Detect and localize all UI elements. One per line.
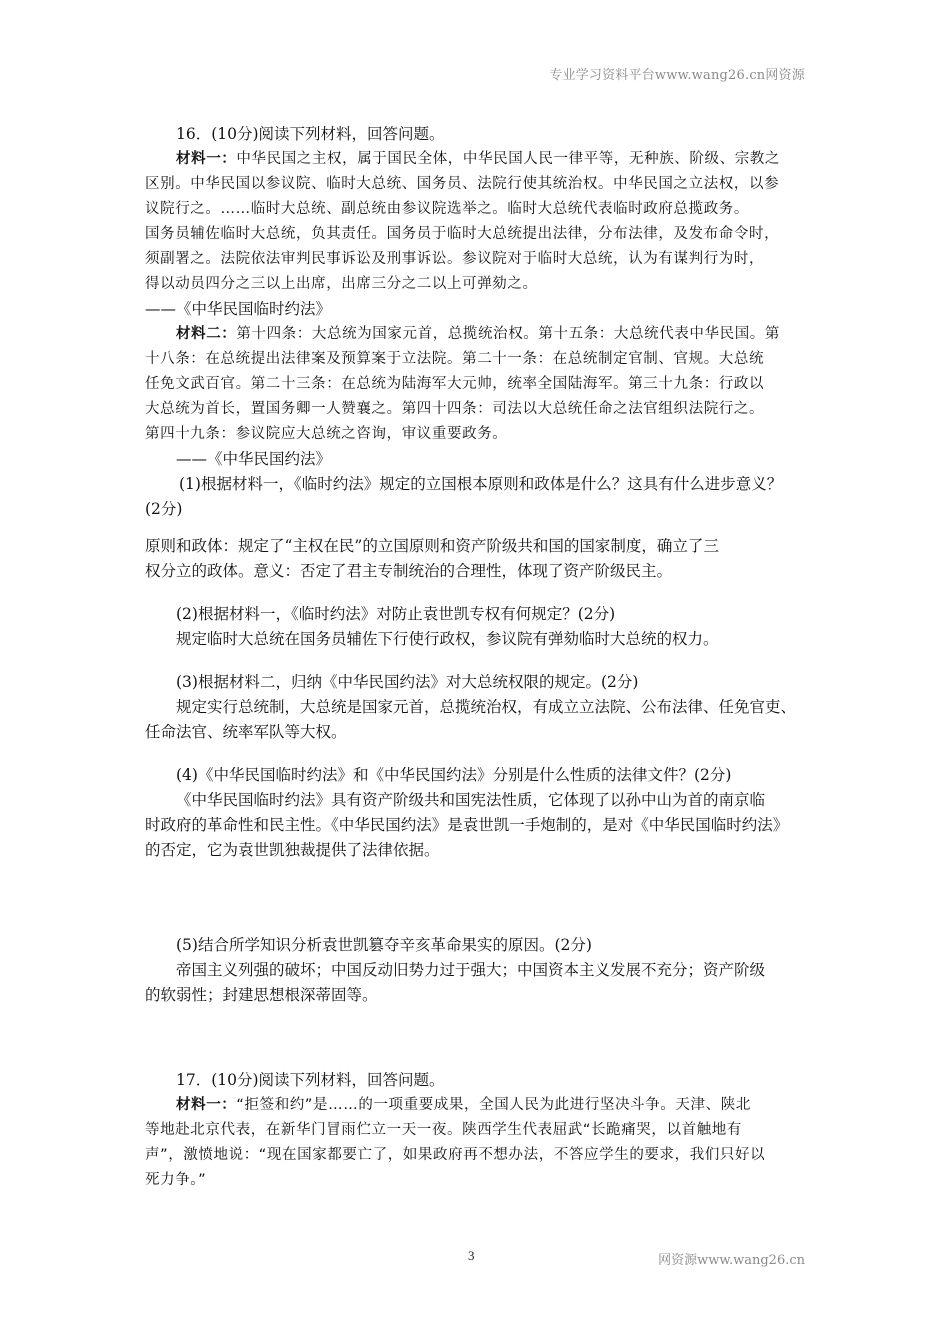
- q16-material1-line: 区别。中华民国以参议院、临时大总统、国务员、法院行使其统治权。中华民国之立法权，以参: [145, 176, 780, 192]
- q16-material1-line: 国务员辅佐临时大总统，负其责任。国务员于临时大总统提出法律，分布法律，及发布命令时，: [145, 226, 780, 242]
- q16-sub3-question: (3)根据材料二，归纳《中华民国约法》对大总统权限的规定。(2分): [176, 673, 639, 691]
- q16-sub3-answer: 任命法官、统率军队等大权。: [145, 723, 347, 741]
- header-watermark: 专业学习资料平台www.wang26.cn网资源: [549, 68, 805, 83]
- q16-sub1-question: (1)根据材料一，《临时约法》规定的立国根本原则和政体是什么？这具有什么进步意义？: [179, 475, 783, 493]
- q17-material1-line: 材料一：“拒签和约”是……的一项重要成果，全国人民为此进行坚决斗争。天津、陕北: [176, 1097, 751, 1113]
- q16-material2-line: 第四十九条：参议院应大总统之咨询，审议重要政务。: [145, 426, 508, 442]
- page-content: [145, 122, 815, 1193]
- material-label: 材料一：: [176, 151, 237, 167]
- q16-sub4-answer: 时政府的革命性和民主性。《中华民国约法》是袁世凯一手炮制的，是对《中华民国临时约法》: [145, 816, 789, 834]
- q16-material2-line: 材料二：第十四条：大总统为国家元首，总揽统治权。第十五条：大总统代表中华民国。第: [176, 326, 781, 342]
- q16-sub2-question: (2)根据材料一，《临时约法》对防止袁世凯专权有何规定？(2分): [176, 605, 616, 623]
- q16-sub2-answer: 规定临时大总统在国务员辅佐下行使行政权，参议院有弹劾临时大总统的权力。: [176, 630, 719, 648]
- q16-sub5-answer: 帝国主义列强的破坏；中国反动旧势力过于强大；中国资本主义发展不充分；资产阶级: [176, 961, 766, 979]
- q16-material1-line: 材料一：中华民国之主权，属于国民全体，中华民国人民一律平等，无种族、阶级、宗教之: [176, 151, 781, 167]
- q16-material2-line: 任免文武百官。第二十三条：在总统为陆海军大元帅，统率全国陆海军。第三十九条：行政以: [145, 376, 765, 392]
- q16-sub1-points: (2分): [145, 500, 183, 518]
- material-label: 材料二：: [176, 326, 237, 342]
- q17-material1-line: 死力争。”: [145, 1172, 207, 1188]
- q16-material2-line: 大总统为首长，置国务卿一人赞襄之。第四十四条：司法以大总统任命之法官组织法院行之。: [145, 401, 765, 417]
- q17-title: 17．(10分)阅读下列材料，回答问题。: [176, 1071, 445, 1089]
- q16-sub5-answer: 的软弱性；封建思想根深蒂固等。: [145, 986, 378, 1004]
- page-number: 3: [468, 1248, 475, 1263]
- q16-sub4-question: (4)《中华民国临时约法》和《中华民国约法》分别是什么性质的法律文件？(2分): [176, 766, 732, 784]
- q16-sub1-answer: 权分立的政体。意义：否定了君主专制统治的合理性，体现了资产阶级民主。: [145, 562, 673, 580]
- q16-sub3-answer: 规定实行总统制，大总统是国家元首，总揽统治权，有成立立法院、公布法律、任免官吏、: [176, 698, 797, 716]
- q16-sub4-answer: 《中华民国临时约法》具有资产阶级共和国宪法性质，它体现了以孙中山为首的南京临: [176, 791, 766, 809]
- q16-sub5-question: (5)结合所学知识分析袁世凯篡夺辛亥革命果实的原因。(2分): [176, 936, 592, 954]
- material-label: 材料一：: [176, 1097, 237, 1113]
- q17-material1-line: 等地赴北京代表，在新华门冒雨伫立一天一夜。陕西学生代表屈武“长跪痛哭，以首触地有: [145, 1122, 743, 1138]
- footer-watermark: 网资源www.wang26.cn: [658, 1253, 805, 1268]
- q16-material1-line: 议院行之。……临时大总统、副总统由参议院选举之。临时大总统代表临时政府总揽政务。: [145, 201, 749, 217]
- q16-material2-source: ——《中华民国约法》: [176, 450, 332, 468]
- q16-title: 16．(10分)阅读下列材料，回答问题。: [176, 125, 445, 143]
- q17-material1-line: 声”，激愤地说：“现在国家都要亡了，如果政府再不想办法，不答应学生的要求，我们只好以: [145, 1147, 766, 1163]
- q16-material1-line: 得以动员四分之三以上出席，出席三分之二以上可弹劾之。: [145, 276, 538, 292]
- q16-material2-line: 十八条：在总统提出法律案及预算案于立法院。第二十一条：在总统制定官制、官规。大总统: [145, 351, 765, 367]
- q16-material1-source: ——《中华民国临时约法》: [145, 300, 332, 318]
- q16-sub1-answer: 原则和政体：规定了“主权在民”的立国原则和资产阶级共和国的国家制度，确立了三: [145, 537, 719, 555]
- q16-sub4-answer: 的否定，它为袁世凯独裁提供了法律依据。: [145, 841, 440, 859]
- q16-material1-line: 须副署之。法院依法审判民事诉讼及刑事诉讼。参议院对于临时大总统，认为有谋判行为时，: [145, 251, 765, 267]
